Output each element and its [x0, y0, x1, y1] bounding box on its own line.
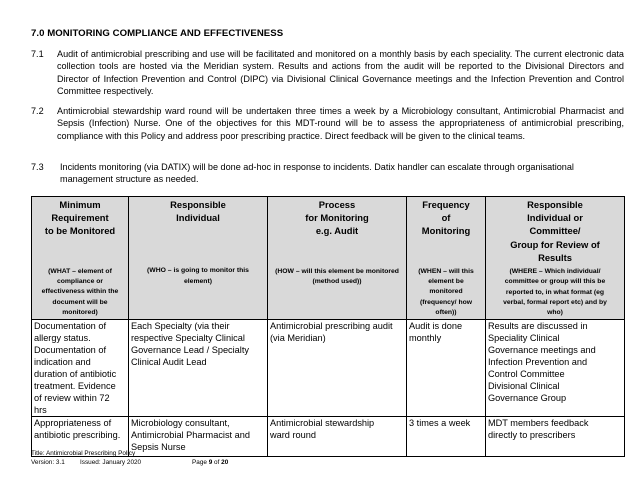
- header-frequency-of-monitoring: [407, 197, 486, 320]
- table-cell: Each Specialty (via their respective Specialty Clinical Governance Lead / Specialty Clinical Audit Lead: [129, 319, 268, 417]
- table-cell: Antimicrobial prescribing audit (via Meridian): [268, 319, 407, 417]
- paragraph-number: 7.1: [31, 49, 44, 59]
- header-process-for-monitoring: [268, 197, 407, 320]
- paragraph-7-1: [31, 48, 624, 98]
- header-description: (WHERE – Which individual/ committee or group will this be reported to, in what format (eg verbal, formal report etc) and by who): [503, 268, 607, 317]
- table-cell: Antimicrobial stewardship ward round: [268, 417, 407, 457]
- footer-meta-row: [31, 458, 228, 467]
- table-cell: Results are discussed in Speciality Clinical Governance meetings and Infection Prevention and Control Committee Divisional Clinical Governance Group: [486, 319, 625, 417]
- header-title: Frequency of Monitoring: [421, 199, 471, 237]
- header-title: Responsible Individual: [170, 199, 226, 224]
- footer-issued: Issued: January 2020: [80, 459, 142, 466]
- table-header-row: [32, 197, 625, 320]
- paragraph-text: Antimicrobial stewardship ward round will be undertaken three times a week by a Microbiology consultant, Antimicrobial Pharmacist and Sepsis (Infection) Nurse. One of the objectives for this MDT-round will be to assess the appropriateness of antimicrobial prescribing, compliance with this Policy and address poor prescribing practice. Direct feedback will be given to the clinical teams.: [57, 106, 624, 141]
- table-cell: Appropriateness of antibiotic prescribing.: [32, 417, 129, 457]
- table-row: [32, 319, 625, 417]
- header-description: (WHO – is going to monitor this element): [147, 267, 249, 285]
- table-cell: 3 times a week: [407, 417, 486, 457]
- table-cell: Documentation of allergy status. Documentation of indication and duration of antibiotic treatment. Evidence of review within 72 hrs: [32, 319, 129, 417]
- paragraph-text: Audit of antimicrobial prescribing and use will be facilitated and monitored on a monthly basis by each speciality. The current electronic data collection tools are hosted via the Meridian system. Results and actions from the audit will be reported to the Divisional Directors and Director of Infection Prevention and Control (DIPC) via Divisional Clinical Governance meetings and the Infection Prevention and Control Committee respectively.: [57, 49, 624, 96]
- monitoring-table: [31, 196, 625, 457]
- header-title: Responsible Individual or Committee/ Group for Review of Results: [510, 199, 600, 263]
- header-review-of-results: [486, 197, 625, 320]
- header-description: (WHAT – element of compliance or effectiveness within the document will be monitored): [41, 267, 119, 316]
- footer-title: Title: Antimicrobial Prescribing Policy: [31, 450, 136, 457]
- paragraph-text: Incidents monitoring (via DATIX) will be done ad-hoc in response to incidents. Datix handler can escalate through organisational management structure as needed.: [60, 162, 574, 185]
- table-cell: Microbiology consultant, Antimicrobial Pharmacist and Sepsis Nurse: [129, 417, 268, 457]
- footer-version: Version: 3.1: [31, 459, 65, 466]
- header-responsible-individual: [129, 197, 268, 320]
- paragraph-number: 7.3: [31, 162, 44, 172]
- header-description: (WHEN – will this element be monitored (frequency/ how often)): [418, 267, 474, 316]
- footer-page-number: Page 9 of 20: [192, 459, 229, 466]
- header-title: Process for Monitoring e.g. Audit: [305, 199, 369, 237]
- header-description: (HOW – will this element be monitored (method used)): [275, 267, 399, 285]
- header-minimum-requirement: [32, 197, 129, 320]
- table-cell: MDT members feedback directly to prescribers: [486, 417, 625, 457]
- paragraph-7-3: [31, 161, 624, 189]
- page-footer: [31, 449, 228, 467]
- table-cell: Audit is done monthly: [407, 319, 486, 417]
- paragraph-number: 7.2: [31, 106, 44, 116]
- section-heading: 7.0 MONITORING COMPLIANCE AND EFFECTIVENESS: [31, 28, 284, 39]
- header-title: Minimum Requirement to be Monitored: [44, 199, 116, 237]
- paragraph-7-2: [31, 105, 624, 155]
